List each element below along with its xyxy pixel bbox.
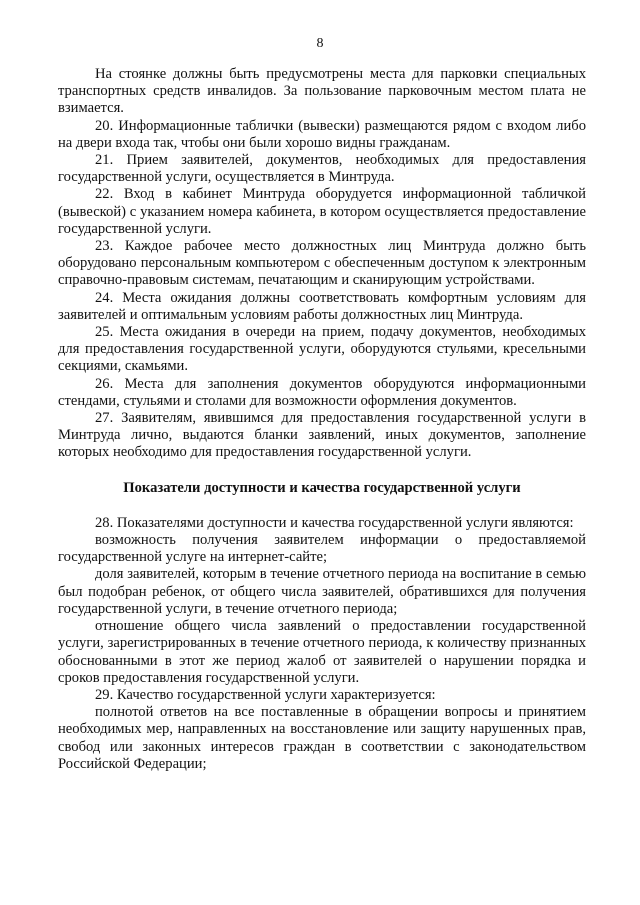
paragraph-29: 29. Качество государственной услуги характеризуется: [95,686,436,703]
paragraph-28-item-info: возможность получения заявителем информации о предоставляемой государственной услуге на интернет-сайте; [58,532,586,566]
paragraph-29-item-completeness: полнотой ответов на все поставленные в обращении вопросы и принятием необходимых мер, направленных на восстановление или защиту нарушенных прав, свобод или законных интересов граждан в соответствии с законодательством Российской Федерации; [58,704,586,772]
paragraph-27: 27. Заявителям, явившимся для предоставления государственной услуги в Минтруда лично, выдаются бланки заявлений, иных документов, заполнение которых необходимо для предоставления государственной услуги. [58,410,586,461]
paragraph-28-item-ratio: отношение общего числа заявлений о предоставлении государственной услуги, зарегистрированных в течение отчетного периода, к количеству признанных обоснованными в этот же период жалоб от заявителей о нарушении порядка и сроков предоставления государственной услуги. [58,618,586,686]
document-body [58,66,586,773]
paragraph-23: 23. Каждое рабочее место должностных лиц Минтруда должно быть оборудовано персональным компьютером с обеспеченным доступом к электронным справочно-правовым системам, печатающим и сканирующим устройствами. [58,238,586,289]
paragraph-28: 28. Показателями доступности и качества государственной услуги являются: [95,514,574,531]
page-number: 8 [316,36,324,51]
paragraph-25: 25. Места ожидания в очереди на прием, подачу документов, необходимых для предоставления государственной услуги, оборудуются стульями, кресельными секциями, скамьями. [58,324,586,375]
paragraph-24: 24. Места ожидания должны соответствовать комфортным условиям для заявителей и оптимальным условиям работы должностных лиц Минтруда. [58,289,586,323]
section-heading: Показатели доступности и качества государственной услуги [123,479,521,496]
paragraph-parking: На стоянке должны быть предусмотрены места для парковки специальных транспортных средств инвалидов. За пользование парковочным местом плата не взимается. [58,66,586,117]
paragraph-28-item-share: доля заявителей, которым в течение отчетного периода на воспитание в семью был подобран ребенок, от общего числа заявителей, обратившихся для получения государственной услуги, в течение отчетного периода; [58,566,586,617]
paragraph-26: 26. Места для заполнения документов оборудуются информационными стендами, стульями и столами для возможности оформления документов. [58,375,586,409]
paragraph-21: 21. Прием заявителей, документов, необходимых для предоставления государственной услуги, осуществляется в Минтруда. [58,152,586,186]
paragraph-20: 20. Информационные таблички (вывески) размещаются рядом с входом либо на двери входа так, чтобы они были хорошо видны гражданам. [58,117,586,151]
paragraph-22: 22. Вход в кабинет Минтруда оборудуется информационной табличкой (вывеской) с указанием номера кабинета, в котором осуществляется предоставление государственной услуги. [58,186,586,237]
